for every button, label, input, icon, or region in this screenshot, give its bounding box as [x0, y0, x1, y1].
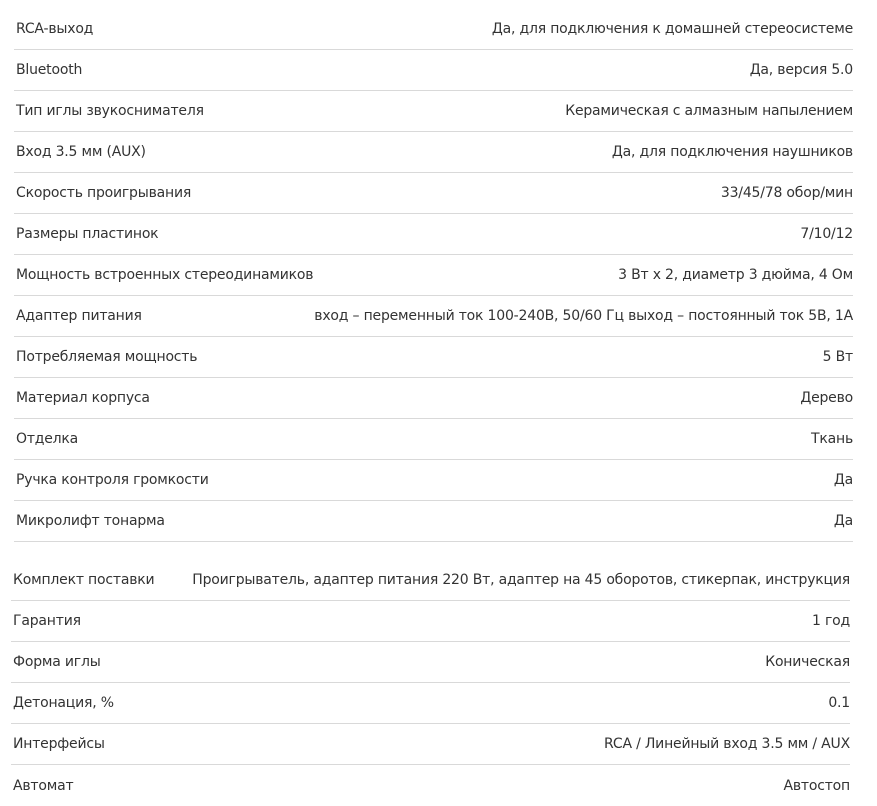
spec-label: Автомат — [13, 777, 74, 794]
spec-label: Детонация, % — [13, 695, 114, 711]
spec-label: Отделка — [16, 431, 79, 447]
spec-row-automatic — [11, 765, 850, 806]
spec-row-tonearm-lift — [14, 501, 853, 542]
spec-row-power-adapter — [14, 296, 853, 337]
spec-value: Дерево — [800, 390, 853, 406]
spec-row-interfaces — [11, 724, 850, 765]
spec-label: Форма иглы — [13, 654, 101, 670]
spec-row-aux-input — [14, 132, 853, 173]
spec-row-speed — [14, 173, 853, 214]
spec-value: 5 Вт — [822, 349, 853, 365]
spec-label: Интерфейсы — [13, 736, 105, 752]
spec-value: Да, для подключения наушников — [611, 144, 853, 160]
spec-value: Коническая — [765, 654, 850, 670]
spec-label: Микролифт тонарма — [16, 513, 165, 529]
spec-label: Материал корпуса — [16, 390, 150, 406]
spec-value: Ткань — [811, 431, 853, 447]
spec-label: Ручка контроля громкости — [16, 472, 209, 488]
spec-row-speaker-power — [14, 255, 853, 296]
spec-row-finish — [14, 419, 853, 460]
spec-value: 1 год — [812, 613, 850, 629]
spec-row-stylus-shape — [11, 642, 850, 683]
spec-label: Комплект поставки — [13, 572, 155, 588]
spec-row-power-consumption — [14, 337, 853, 378]
spec-row-stylus-type — [14, 91, 853, 132]
spec-value: Да, для подключения к домашней стереосистеме — [491, 21, 853, 37]
spec-row-rca — [14, 9, 853, 50]
spec-label: Гарантия — [13, 613, 81, 629]
spec-label: Адаптер питания — [16, 308, 142, 324]
spec-row-body-material — [14, 378, 853, 419]
spec-row-package — [11, 560, 850, 601]
spec-value: 7/10/12 — [800, 226, 853, 242]
spec-label: Потребляемая мощность — [16, 349, 198, 365]
spec-value: Да — [833, 513, 853, 529]
spec-value: Автостоп — [783, 777, 850, 794]
spec-value: RCA / Линейный вход 3.5 мм / AUX — [604, 736, 850, 752]
spec-value: 3 Вт х 2, диаметр 3 дюйма, 4 Ом — [618, 267, 853, 283]
spec-label: Тип иглы звукоснимателя — [16, 103, 204, 119]
spec-value: Да — [833, 472, 853, 488]
specs-group-extra — [11, 560, 850, 806]
spec-value: 0.1 — [828, 695, 850, 711]
spec-label: Скорость проигрывания — [16, 185, 192, 201]
spec-row-volume-knob — [14, 460, 853, 501]
spec-label: RCA-выход — [16, 21, 94, 37]
spec-value: Да, версия 5.0 — [749, 62, 853, 78]
spec-label: Размеры пластинок — [16, 226, 159, 242]
spec-row-warranty — [11, 601, 850, 642]
spec-value: Проигрыватель, адаптер питания 220 Вт, адаптер на 45 оборотов, стикерпак, инструкция — [192, 572, 850, 588]
spec-label: Bluetooth — [16, 62, 83, 78]
spec-row-bluetooth — [14, 50, 853, 91]
spec-value: вход – переменный ток 100-240В, 50/60 Гц выход – постоянный ток 5В, 1А — [314, 308, 853, 324]
spec-value: 33/45/78 обор/мин — [720, 185, 853, 201]
spec-label: Вход 3.5 мм (AUX) — [16, 144, 146, 160]
spec-label: Мощность встроенных стереодинамиков — [16, 267, 314, 283]
specs-group-main — [14, 9, 853, 542]
spec-row-wow-flutter — [11, 683, 850, 724]
spec-value: Керамическая с алмазным напылением — [565, 103, 853, 119]
spec-row-record-sizes — [14, 214, 853, 255]
